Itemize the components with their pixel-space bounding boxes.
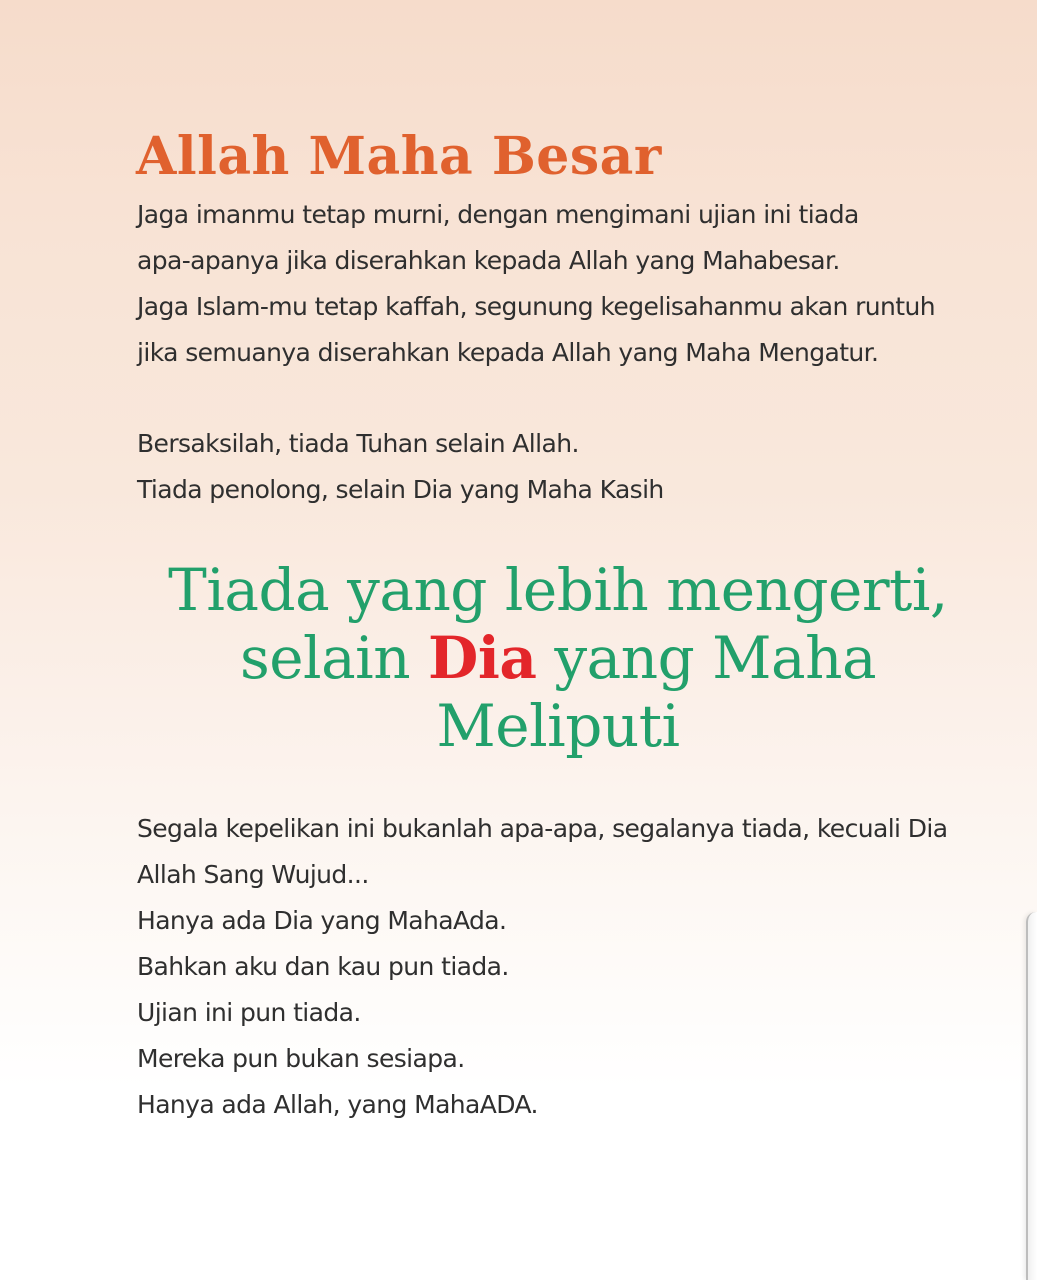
quote-text: yang Maha — [536, 624, 877, 692]
paragraph-existence — [137, 806, 947, 1128]
text-line: jika semuanya diserahkan kepada Allah yang Maha Mengatur. — [137, 338, 879, 367]
text-line: Mereka pun bukan sesiapa. — [137, 1044, 465, 1073]
text-line: apa-apanya jika diserahkan kepada Allah yang Mahabesar. — [137, 246, 840, 275]
text-line: Allah Sang Wujud... — [137, 860, 369, 889]
pull-quote — [120, 556, 996, 760]
quote-line: Tiada yang lebih mengerti, — [168, 556, 948, 624]
text-line: Jaga Islam-mu tetap kaffah, segunung kegelisahanmu akan runtuh — [137, 292, 935, 321]
text-line: Tiada penolong, selain Dia yang Maha Kasih — [137, 475, 664, 504]
text-line: Ujian ini pun tiada. — [137, 998, 361, 1027]
text-line: Jaga imanmu tetap murni, dengan mengimani ujian ini tiada — [137, 200, 859, 229]
quote-line — [120, 624, 996, 692]
paragraph-faith — [137, 192, 935, 376]
page-title: Allah Maha Besar — [136, 126, 662, 187]
page-curl-edge — [1026, 912, 1037, 1280]
text-line: Hanya ada Dia yang MahaAda. — [137, 906, 507, 935]
text-line: Bahkan aku dan kau pun tiada. — [137, 952, 509, 981]
text-line: Segala kepelikan ini bukanlah apa-apa, segalanya tiada, kecuali Dia — [137, 814, 948, 843]
quote-highlight: Dia — [428, 624, 537, 692]
text-line: Bersaksilah, tiada Tuhan selain Allah. — [137, 429, 579, 458]
text-line: Hanya ada Allah, yang MahaADA. — [137, 1090, 538, 1119]
paragraph-testimony — [137, 421, 664, 513]
quote-text: selain — [239, 624, 429, 692]
quote-line: Meliputi — [436, 692, 680, 760]
